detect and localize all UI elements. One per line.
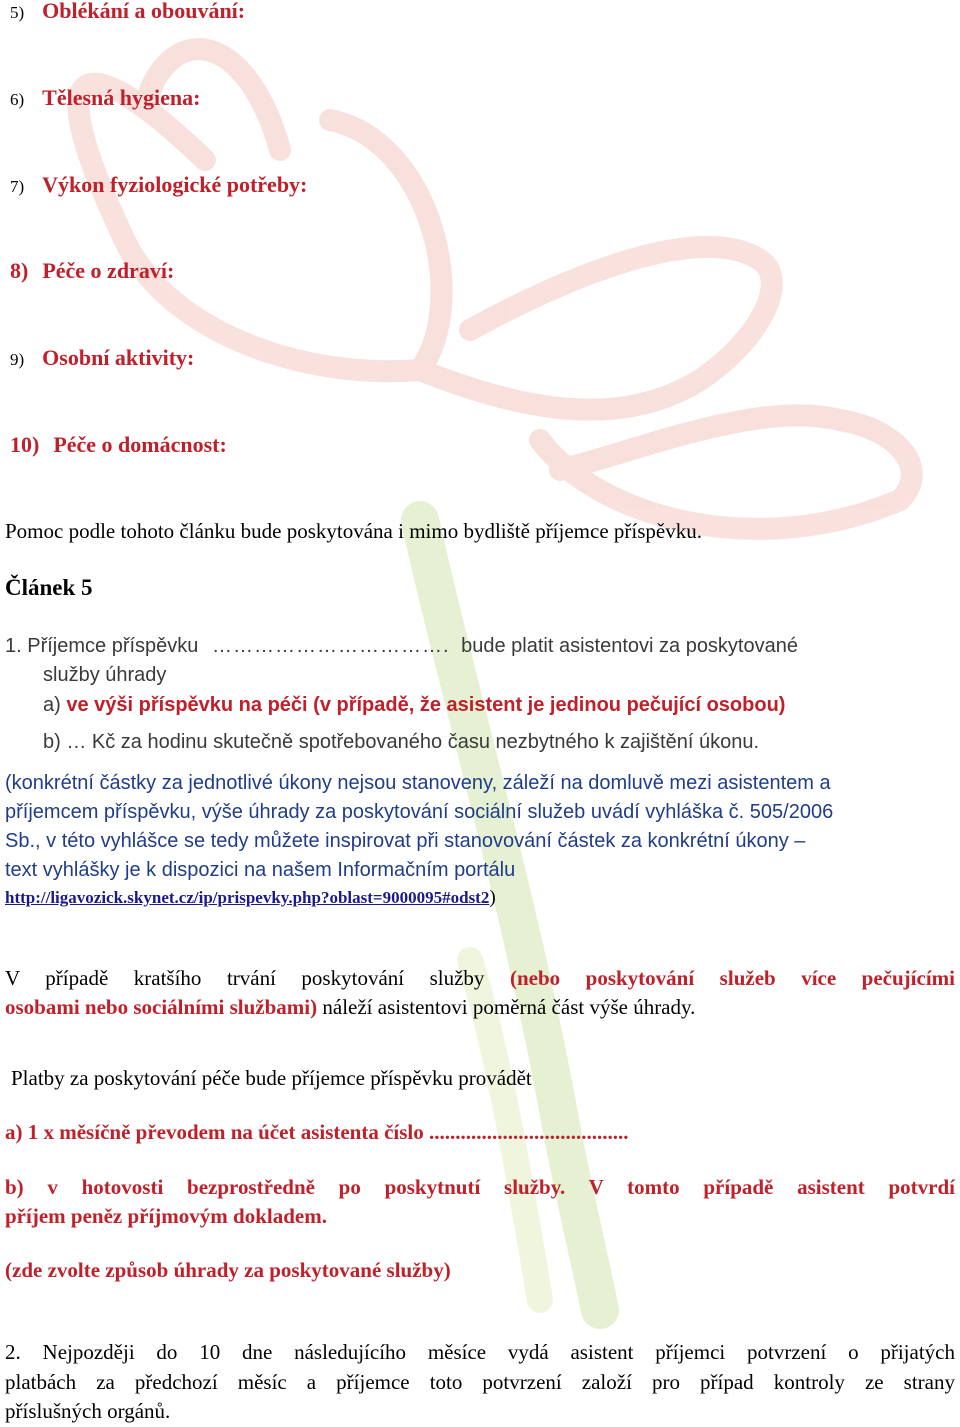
payment-choose-note: (zde zvolte způsob úhrady za poskytované služby): [5, 1258, 451, 1282]
note-line-3: [5, 830, 805, 853]
list-label: Osobní aktivity:: [42, 345, 195, 370]
note-sb: Sb.: [5, 830, 36, 852]
p1-intro: 1. Příjemce příspěvku: [5, 635, 199, 657]
p1-dots: …………………………….: [211, 635, 450, 657]
note-close-paren: ): [489, 887, 496, 908]
list-label: Oblékání a obouvání:: [42, 0, 246, 23]
payment-option-b-line-2: příjem peněz příjmovým dokladem.: [5, 1204, 327, 1228]
option-a: [43, 694, 785, 717]
payment-option-b-line-1: b) v hotovosti bezprostředně po poskytnutí služby. V tomto případě asistent potvrdí: [5, 1175, 955, 1199]
payment-intro: Platby za poskytování péče bude příjemce příspěvku provádět: [11, 1066, 532, 1090]
short-duration-text-2: náleží asistentovi poměrná část výše úhrady.: [322, 995, 696, 1019]
paragraph-2-line-1: 2. Nejpozději do 10 dne následujícího měsíce vydá asistent příjemci potvrzení o přijatých: [5, 1340, 955, 1364]
list-number: 10): [10, 432, 40, 457]
short-duration-line-1: [5, 966, 955, 991]
option-b: b) … Kč za hodinu skutečně spotřebovaného času nezbytného k zajištění úkonu.: [43, 731, 760, 753]
p1-rest: bude platit asistentovi za poskytované: [461, 635, 798, 657]
list-number: 6): [10, 90, 25, 109]
list-item: [10, 258, 174, 284]
list-number: 8): [10, 258, 29, 283]
short-duration-highlight: (nebo poskytování služeb více pečujícími: [509, 966, 955, 990]
option-a-text: ve výši příspěvku na péči (v případě, že asistent je jedinou pečující osobou): [66, 694, 786, 716]
list-number: 9): [10, 350, 25, 369]
list-item: [10, 85, 200, 111]
article-title: Článek 5: [5, 575, 93, 600]
short-duration-text: V případě kratšího trvání poskytování služby: [5, 966, 485, 990]
list-label: Tělesná hygiena:: [42, 85, 201, 110]
list-item: [10, 345, 194, 371]
paragraph-2-line-3: příslušných orgánů.: [5, 1399, 171, 1423]
note-link-line: [5, 887, 496, 909]
short-duration-line-2: [5, 995, 695, 1020]
paragraph-2-line-2: platbách za předchozí měsíc a příjemce toto potvrzení založí pro případ kontroly ze strany: [5, 1370, 955, 1394]
portal-link[interactable]: http://ligavozick.skynet.cz/ip/prispevky.php?oblast=9000095#odst2: [5, 888, 490, 907]
list-item: [10, 432, 227, 458]
note-line-1: (konkrétní částky za jednotlivé úkony nejsou stanoveny, záleží na domluvě mezi asistentem a: [5, 772, 831, 794]
help-note: Pomoc podle tohoto článku bude poskytována i mimo bydliště příjemce příspěvku.: [5, 519, 702, 543]
list-label: Výkon fyziologické potřeby:: [42, 172, 308, 197]
short-duration-highlight-2: osobami nebo sociálními službami): [5, 995, 318, 1019]
note-line-4: text vyhlášky je k dispozici na našem Informačním portálu: [5, 859, 516, 881]
note-line-3-text: , v této vyhlášce se tedy můžete inspirovat při stanovování částek za konkrétní úkony –: [35, 830, 806, 852]
list-item: [10, 0, 245, 24]
list-label: Péče o zdraví:: [42, 258, 175, 283]
list-number: 5): [10, 3, 25, 22]
list-label: Péče o domácnost:: [53, 432, 227, 457]
list-item: [10, 172, 307, 198]
note-line-2: příjemcem příspěvku, výše úhrady za poskytování sociální služeb uvádí vyhláška č. 505/2006: [5, 801, 834, 823]
payment-option-a: a) 1 x měsíčně převodem na účet asistenta číslo ......................................: [5, 1120, 629, 1144]
list-number: 7): [10, 177, 25, 196]
paragraph-1-line-2: služby úhrady: [43, 664, 167, 686]
paragraph-1-line-1: [5, 635, 955, 658]
option-a-prefix: a): [43, 694, 61, 716]
